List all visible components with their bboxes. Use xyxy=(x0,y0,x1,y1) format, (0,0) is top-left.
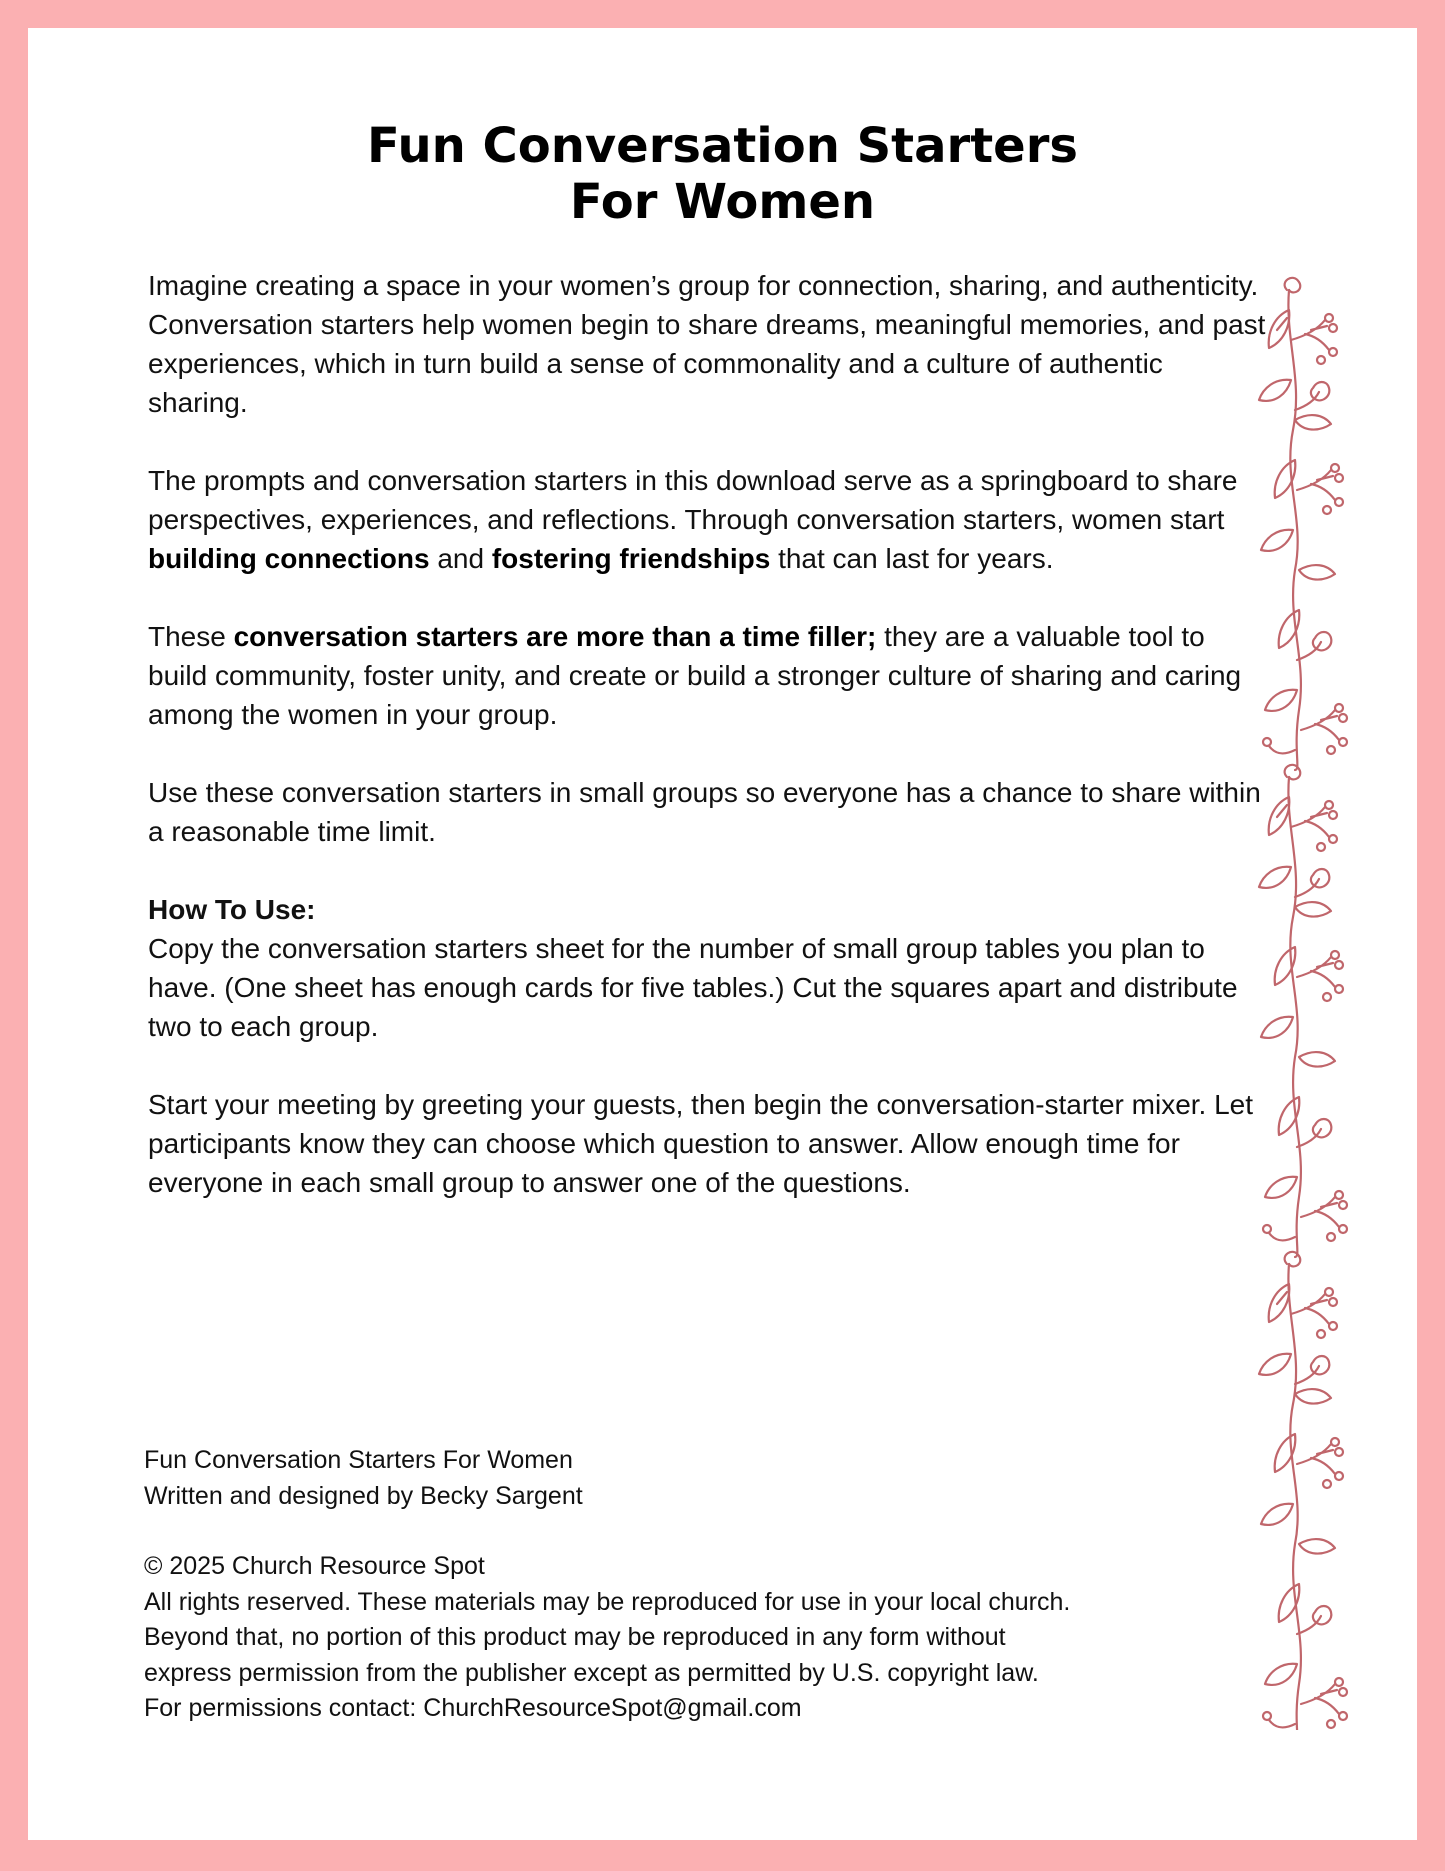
intro-p3-bold: conversation starters are more than a time filler; xyxy=(233,621,877,652)
how-to-use-paragraph-2: Start your meeting by greeting your guests, then begin the conversation-starter mixer. Let participants know they can choose which question to answer. Allow enough time for everyone in each small group to answer one of the questions. xyxy=(148,1089,1254,1198)
how-to-use-heading: How To Use: xyxy=(148,894,316,925)
intro-p2-text-d: that can last for years. xyxy=(770,543,1054,574)
credits-copyright: © 2025 Church Resource Spot xyxy=(144,1552,485,1580)
intro-p2-bold-2: fostering friendships xyxy=(491,543,771,574)
page-title-line-2: For Women xyxy=(569,174,876,230)
how-to-use-paragraph-1: Copy the conversation starters sheet for the number of small group tables you plan to have. (One sheet has enough cards for five tables.) Cut the squares apart and distribute two to each group. xyxy=(148,933,1238,1042)
page-title-line-1: Fun Conversation Starters xyxy=(367,118,1078,174)
how-to-use-section xyxy=(148,890,1268,1046)
intro-paragraph-2 xyxy=(148,461,1268,578)
credits-title: Fun Conversation Starters For Women xyxy=(144,1446,573,1474)
intro-p2-text-a: The prompts and conversation starters in this download serve as a springboard to share perspectives, experiences, and reflections. Through conversation starters, women start xyxy=(148,465,1238,535)
intro-p2-text-c: and xyxy=(429,543,492,574)
credits-contact: For permissions contact: ChurchResourceSpot@gmail.com xyxy=(144,1694,802,1722)
credits-rights-line-3: express permission from the publisher except as permitted by U.S. copyright law. xyxy=(144,1658,1039,1687)
credits-legal xyxy=(144,1549,1264,1727)
credits-block xyxy=(144,1443,1264,1762)
credits-rights-line-1: All rights reserved. These materials may be reproduced for use in your local church. xyxy=(144,1587,1071,1616)
intro-paragraph-4: Use these conversation starters in small groups so everyone has a chance to share within a reasonable time limit. xyxy=(148,777,1261,847)
intro-paragraph-1: Imagine creating a space in your women’s group for connection, sharing, and authenticity. Conversation starters help women begin to share dreams, meaningful memories, and past experiences, which in turn build a sense of commonality and a culture of authentic sharing. xyxy=(148,270,1266,418)
floral-vine-icon xyxy=(1255,270,1365,1730)
credits-rights-line-2: Beyond that, no portion of this product may be reproduced in any form without xyxy=(144,1623,1006,1651)
intro-paragraph-3 xyxy=(148,617,1268,734)
intro-p2-bold-1: building connections xyxy=(148,543,430,574)
intro-p3-text-a: These xyxy=(148,621,234,652)
intro-p3-text-c: they are a valuable tool to build community, foster unity, and create or build a stronger culture of sharing and caring among the women in your group. xyxy=(148,621,1242,730)
body-content xyxy=(148,266,1268,1241)
credits-top xyxy=(144,1443,1264,1514)
page-title xyxy=(0,118,1445,230)
credits-author: Written and designed by Becky Sargent xyxy=(144,1481,583,1510)
